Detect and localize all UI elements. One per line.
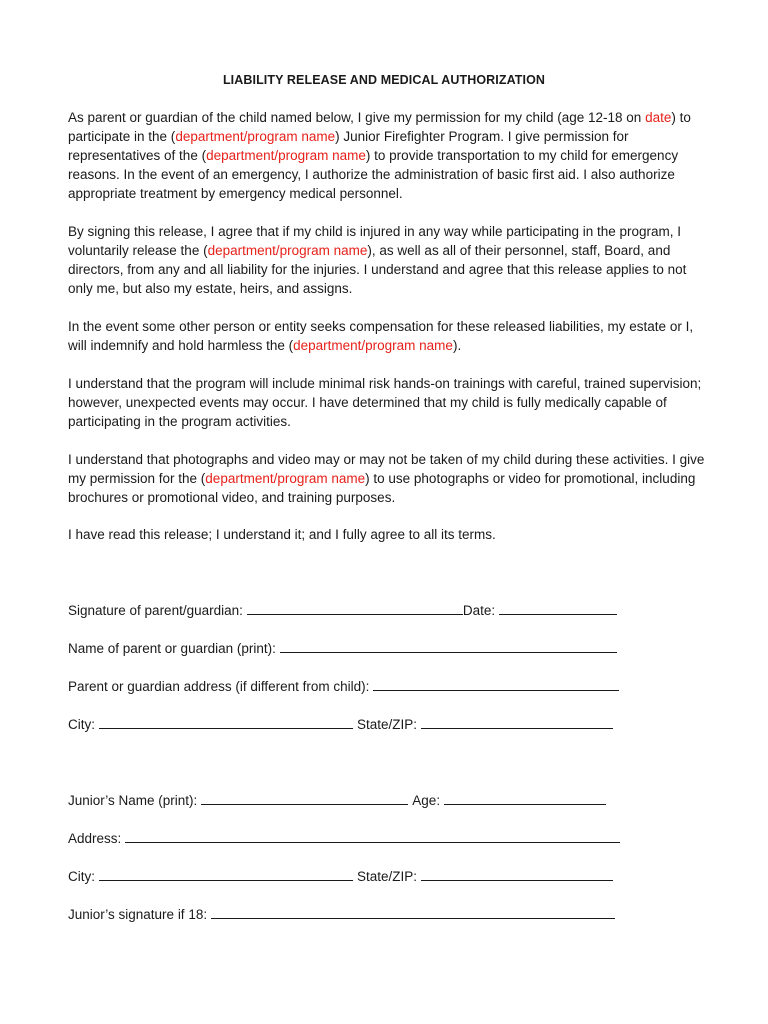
signature-row: [68, 601, 617, 620]
parent-address-row: [68, 677, 619, 696]
placeholder-department: department/program name: [207, 243, 368, 258]
junior-city-blank[interactable]: [99, 867, 353, 881]
paragraph-text: ) to participate in the (: [68, 110, 691, 144]
placeholder-department: department/program name: [175, 129, 336, 144]
junior-state-zip-blank[interactable]: [421, 867, 613, 881]
junior-name-blank[interactable]: [201, 791, 408, 805]
paragraph-photographs: [68, 450, 708, 507]
city-blank[interactable]: [99, 715, 353, 729]
parent-address-label: Parent or guardian address (if different from child):: [68, 679, 370, 694]
paragraph-text: ).: [452, 338, 462, 353]
junior-name-row: [68, 791, 606, 810]
paragraph-text: By signing this release, I agree that if my child is injured in any way while participating in the program, I voluntarily release the (: [68, 224, 682, 258]
paragraph-release: [68, 222, 708, 298]
paragraph-agreement: I have read this release; I understand it; and I fully agree to all its terms.: [68, 527, 496, 542]
junior-address-row: [68, 829, 620, 848]
city-label: City:: [68, 717, 95, 732]
state-zip-blank[interactable]: [421, 715, 613, 729]
paragraph-risk: I understand that the program will include minimal risk hands-on trainings with careful, trained supervision; however, unexpected events may occur. I have determined that my child is fully medically capable of participating in the program activities.: [68, 376, 702, 429]
document-title: LIABILITY RELEASE AND MEDICAL AUTHORIZATION: [222, 73, 546, 87]
signature-label: Signature of parent/guardian:: [68, 603, 243, 618]
placeholder-date: date: [645, 110, 672, 125]
state-zip-label: State/ZIP:: [357, 717, 418, 732]
paragraph-text: ), as well as all of their personnel, staff, Board, and directors, from any and all liability for the injuries. I understand and agree that this release applies to not only me, but also my estate, heirs, and assigns.: [68, 243, 687, 296]
placeholder-department: department/program name: [205, 471, 366, 486]
parent-name-blank[interactable]: [280, 639, 617, 653]
parent-name-label: Name of parent or guardian (print):: [68, 641, 276, 656]
junior-signature-blank[interactable]: [211, 905, 615, 919]
paragraph-indemnify: [68, 317, 708, 355]
paragraph-text: ) to use photographs or video for promotional, including brochures or promotional video, and training purposes.: [68, 471, 696, 505]
junior-signature-row: [68, 905, 615, 924]
parent-city-row: [68, 715, 613, 734]
paragraph-text: As parent or guardian of the child named below, I give my permission for my child (age 12-18 on: [68, 110, 646, 125]
parent-name-row: [68, 639, 617, 658]
junior-name-label: Junior’s Name (print):: [68, 793, 198, 808]
junior-signature-label: Junior’s signature if 18:: [68, 907, 208, 922]
paragraph-permission: [68, 108, 708, 203]
address-blank[interactable]: [125, 829, 620, 843]
age-label: Age:: [412, 793, 441, 808]
paragraph-text: I understand that photographs and video may or may not be taken of my child during these activities. I give my permission for the (: [68, 452, 705, 486]
junior-city-label: City:: [68, 869, 95, 884]
address-label: Address:: [68, 831, 122, 846]
paragraph-text: ) Junior Firefighter Program. I give permission for representatives of the (: [68, 129, 629, 163]
signature-blank[interactable]: [247, 601, 463, 615]
placeholder-department: department/program name: [293, 338, 453, 353]
paragraph-text: ) to provide transportation to my child for emergency reasons. In the event of an emergency, I authorize the administration of basic first aid. I also authorize appropriate treatment by emergency medical personnel.: [68, 148, 679, 201]
paragraph-text: In the event some other person or entity seeks compensation for these released liabilities, my estate or I, will indemnify and hold harmless the (: [68, 319, 694, 353]
placeholder-department: department/program name: [206, 148, 366, 163]
age-blank[interactable]: [444, 791, 606, 805]
date-label: Date:: [462, 603, 496, 618]
parent-address-blank[interactable]: [373, 677, 619, 691]
date-blank[interactable]: [499, 601, 617, 615]
junior-city-row: [68, 867, 613, 886]
junior-state-zip-label: State/ZIP:: [357, 869, 418, 884]
